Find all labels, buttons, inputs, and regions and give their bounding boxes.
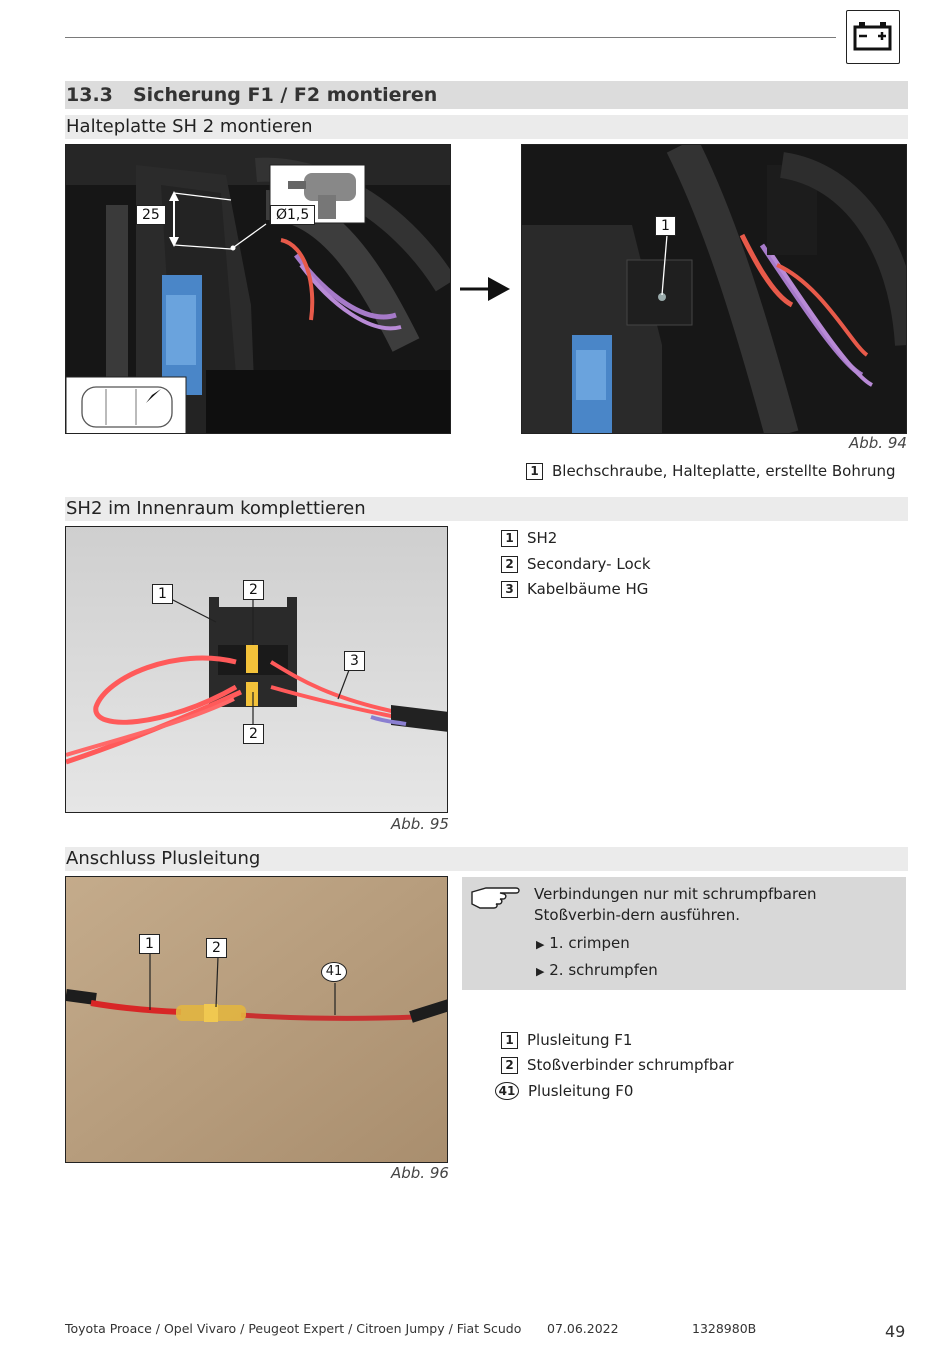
legend-text: Plusleitung F1: [527, 1031, 633, 1049]
figure-caption-96: Abb. 96: [391, 1164, 449, 1182]
label-distance: 25: [136, 205, 166, 225]
label-cable-2: 2: [206, 938, 227, 958]
label-callout-2-top: 2: [243, 580, 264, 600]
footer-date: 07.06.2022: [547, 1321, 619, 1336]
legend-text: Plusleitung F0: [528, 1082, 634, 1100]
legend-number: 1: [526, 463, 543, 480]
legend-text: SH2: [527, 529, 558, 547]
label-part-1: 1: [655, 216, 676, 236]
legend-text: Stoßverbinder schrumpfbar: [527, 1056, 734, 1074]
legend-item: [501, 1056, 734, 1074]
photo-mounting-before: [65, 144, 451, 434]
subheading-2: SH2 im Innenraum komplettieren: [66, 498, 366, 519]
legend-number-circle: 41: [495, 1082, 519, 1100]
legend-text: Secondary- Lock: [527, 555, 651, 573]
header-rule: [65, 37, 836, 38]
note-step-1: [536, 934, 630, 952]
battery-icon: [846, 10, 900, 64]
subheading-3: Anschluss Plusleitung: [66, 848, 261, 869]
figure-caption-94: Abb. 94: [849, 434, 907, 452]
photo-mounting-after: [521, 144, 907, 434]
footer-vehicles: Toyota Proace / Opel Vivaro / Peugeot Expert / Citroen Jumpy / Fiat Scudo: [65, 1321, 522, 1336]
legend-text: Blechschraube, Halteplatte, erstellte Bohrung: [552, 462, 896, 480]
figure-caption-95: Abb. 95: [391, 815, 449, 833]
note-step-text: 1. crimpen: [549, 934, 630, 952]
legend-item: [501, 1031, 632, 1049]
page-number: 49: [885, 1322, 906, 1341]
arrow-right-icon: [458, 272, 512, 310]
label-cable-1: 1: [139, 934, 160, 954]
section-number: 13.3: [66, 84, 113, 106]
legend-item: [501, 555, 651, 573]
legend-item: [501, 580, 648, 598]
legend-item: [495, 1082, 633, 1100]
legend-item: [501, 529, 557, 547]
label-callout-3: 3: [344, 651, 365, 671]
legend-text: Kabelbäume HG: [527, 580, 649, 598]
legend-item: [526, 462, 896, 480]
photo-sh2-relay: [65, 526, 448, 813]
legend-number: 1: [501, 1032, 518, 1049]
label-callout-2-bottom: 2: [243, 724, 264, 744]
label-cable-41: 41: [321, 962, 347, 982]
footer-doc-number: 1328980B: [692, 1321, 757, 1336]
triangle-bullet-icon: ▶: [536, 938, 545, 951]
section-title: Sicherung F1 / F2 montieren: [133, 84, 438, 106]
subheading-1: Halteplatte SH 2 montieren: [66, 116, 313, 137]
note-step-2: [536, 961, 658, 979]
label-callout-1: 1: [152, 584, 173, 604]
legend-number: 3: [501, 581, 518, 598]
triangle-bullet-icon: ▶: [536, 965, 545, 978]
note-step-text: 2. schrumpfen: [549, 961, 658, 979]
pointing-hand-icon: [470, 882, 524, 914]
note-text: Verbindungen nur mit schrumpfbaren Stoßverbin-dern ausführen.: [534, 885, 817, 924]
label-drill-diameter: Ø1,5: [270, 205, 315, 225]
photo-plus-cable: [65, 876, 448, 1163]
legend-number: 2: [501, 1057, 518, 1074]
legend-number: 2: [501, 556, 518, 573]
legend-number: 1: [501, 530, 518, 547]
